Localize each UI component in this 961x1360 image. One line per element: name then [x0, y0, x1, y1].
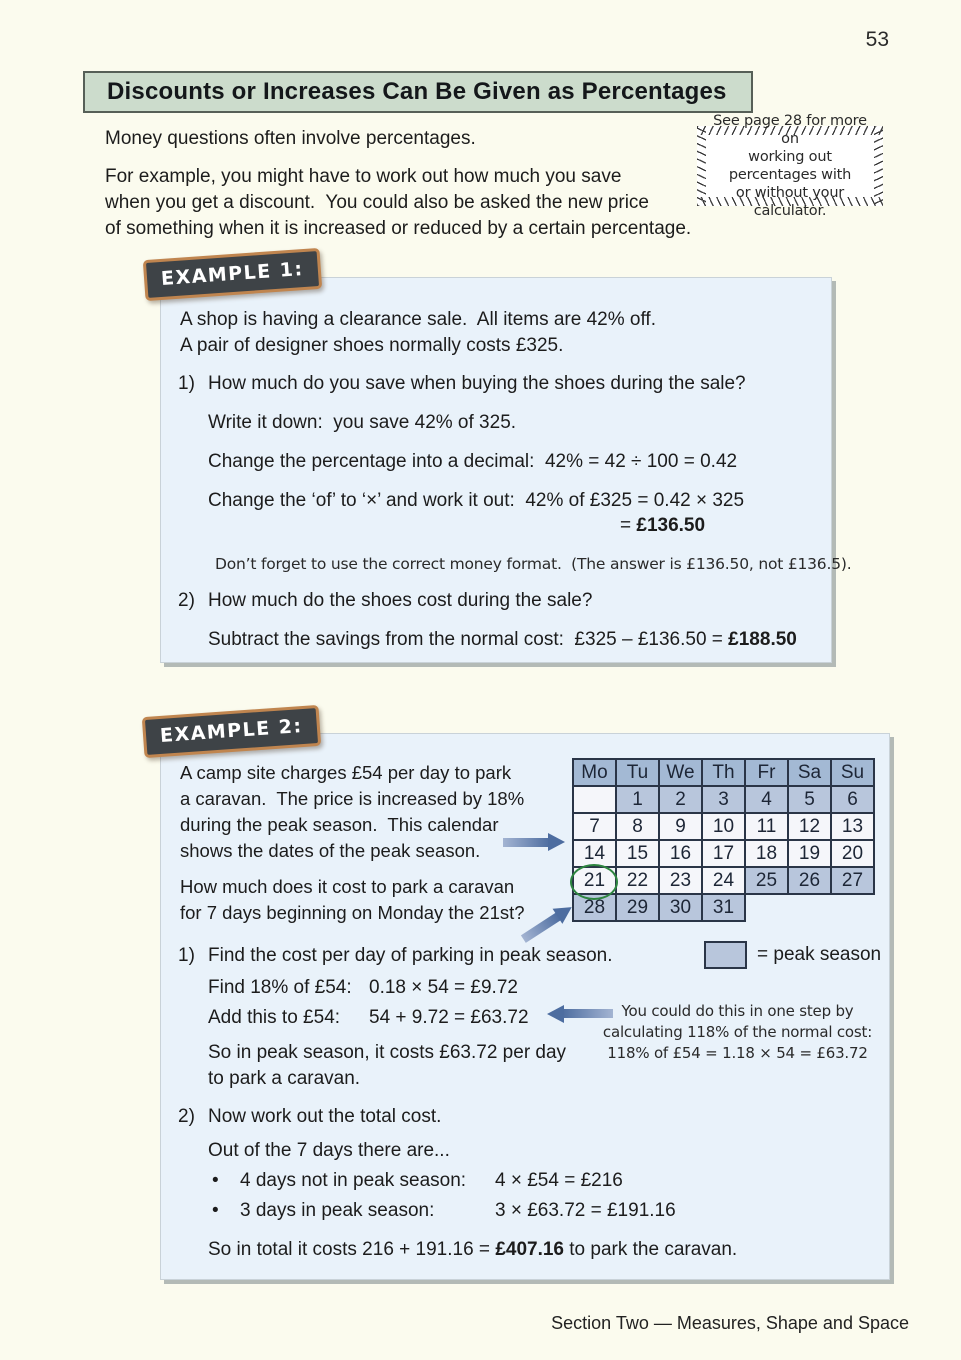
calendar-day-cell: [572, 785, 617, 814]
calendar-day-cell: 20: [830, 839, 875, 868]
example1-subtract: [208, 627, 797, 652]
calendar-header-cell: Fr: [744, 758, 789, 787]
calendar-header-cell: Mo: [572, 758, 617, 787]
example2-s1-conclusion: to park a caravan.: [208, 1068, 361, 1089]
example2-s1-line2-label: Add this to £54:: [208, 1007, 341, 1028]
calendar-day-cell: 15: [615, 839, 660, 868]
arrow-head: [548, 833, 565, 851]
calendar-day-cell: 26: [787, 866, 832, 895]
calendar-day-cell: 24: [701, 866, 746, 895]
arrow-shaft: [562, 1009, 613, 1018]
calendar-day-cell: 1: [615, 785, 660, 814]
side-note-box: [697, 113, 883, 219]
example2-question: How much does it cost to park a caravan: [180, 876, 515, 897]
calendar-day-cell: 25: [744, 866, 789, 895]
example1-result: [620, 513, 705, 538]
example2-question: for 7 days beginning on Monday the 21st?: [180, 902, 525, 923]
calendar-header-cell: We: [658, 758, 703, 787]
calendar-day-cell: 19: [787, 839, 832, 868]
example2-setup: a caravan. The price is increased by 18%: [180, 788, 525, 809]
calendar-day-cell: 29: [615, 893, 660, 922]
calendar-day-cell: 7: [572, 812, 617, 841]
calendar-day-cell: 17: [701, 839, 746, 868]
example2-setup: shows the dates of the peak season.: [180, 840, 481, 861]
example1-q1: How much do you save when buying the shoes during the sale?: [208, 373, 746, 394]
section-footer: Section Two — Measures, Shape and Space: [551, 1313, 909, 1333]
peak-season-legend-label: = peak season: [757, 944, 882, 965]
one-step-note-line: calculating 118% of the normal cost:: [602, 1023, 873, 1041]
example2-s2-title: Now work out the total cost.: [208, 1106, 442, 1127]
example2-s1-conclusion: So in peak season, it costs £63.72 per day: [208, 1042, 567, 1063]
calendar-header-cell: Tu: [615, 758, 660, 787]
calendar-day-cell: 30: [658, 893, 703, 922]
bullet2-calc: 3 × £63.72 = £191.16: [495, 1200, 676, 1221]
calendar-day-cell: 27: [830, 866, 875, 895]
calendar-header-cell: Sa: [787, 758, 832, 787]
calendar-header-cell: Th: [701, 758, 746, 787]
page-title: Discounts or Increases Can Be Given as Percentages: [83, 71, 753, 113]
example1-label: EXAMPLE 1:: [143, 248, 322, 301]
arrow-left-icon: [547, 1004, 613, 1023]
example1-q2-number: 2): [178, 590, 195, 611]
calendar-day-cell: 11: [744, 812, 789, 841]
example1-step: Change the ‘of’ to ‘×’ and work it out: 42% of £325 = 0.42 × 325: [208, 490, 745, 511]
bullet-icon: •: [212, 1170, 219, 1191]
side-note-line: See page 28 for more on: [713, 113, 867, 147]
one-step-note-line: You could do this in one step by: [621, 1002, 854, 1020]
calendar-day-cell: 8: [615, 812, 660, 841]
example1-step: Change the percentage into a decimal: 42% = 42 ÷ 100 = 0.42: [208, 451, 738, 472]
one-step-note: [595, 1001, 880, 1064]
calendar-day-cell: 23: [658, 866, 703, 895]
calendar-day-cell: 22: [615, 866, 660, 895]
example2-final-answer: £407.16: [495, 1239, 564, 1260]
example2-s2-number: 2): [178, 1106, 195, 1127]
calendar-day-cell: 6: [830, 785, 875, 814]
page-number: 53: [865, 28, 889, 51]
example2-s2-intro: Out of the 7 days there are...: [208, 1140, 450, 1161]
calendar-day-cell: 3: [701, 785, 746, 814]
example2-total-text: So in total it costs 216 + 191.16 =: [208, 1239, 496, 1260]
peak-season-legend-swatch: [704, 941, 747, 969]
example2-setup: A camp site charges £54 per day to park: [180, 762, 512, 783]
example2-s1-title: Find the cost per day of parking in peak season.: [208, 945, 613, 966]
one-step-note-line: 118% of £54 = 1.18 × 54 = £63.72: [607, 1044, 868, 1062]
example1-q2: How much do the shoes cost during the sale?: [208, 590, 593, 611]
calendar-day-cell: 28: [572, 893, 617, 922]
side-note-line: working out percentages with: [728, 149, 852, 183]
example1-setup: A pair of designer shoes normally costs £325.: [180, 335, 564, 356]
calendar-day-cell: 14: [572, 839, 617, 868]
example1-money-note: Don’t forget to use the correct money format. (The answer is £136.50, not £136.5).: [215, 555, 852, 573]
bullet1-label: 4 days not in peak season:: [240, 1170, 467, 1191]
intro-line: For example, you might have to work out how much you save: [105, 166, 622, 187]
bullet2-label: 3 days in peak season:: [240, 1200, 435, 1221]
example1-step: Write it down: you save 42% of 325.: [208, 412, 517, 433]
example1-subtract-text: Subtract the savings from the normal cost: £325 – £136.50 =: [208, 629, 729, 650]
calendar-day-cell: 4: [744, 785, 789, 814]
example2-s1-line2-calc: 54 + 9.72 = £63.72: [369, 1007, 529, 1028]
calendar-day-cell: 10: [701, 812, 746, 841]
example1-final-answer: £188.50: [728, 629, 797, 650]
calendar-day-cell: 5: [787, 785, 832, 814]
calendar-day-cell: 13: [830, 812, 875, 841]
calendar-day-cell: 18: [744, 839, 789, 868]
side-note-line: or without your calculator.: [735, 185, 845, 219]
intro-line: when you get a discount. You could also be asked the new price: [105, 192, 649, 213]
bullet1-calc: 4 × £54 = £216: [495, 1170, 623, 1191]
calendar-day-cell: 12: [787, 812, 832, 841]
arrow-head: [547, 1005, 564, 1023]
calendar-day-cell: 9: [658, 812, 703, 841]
side-note-text: [706, 113, 874, 219]
example2-label: EXAMPLE 2:: [142, 705, 321, 758]
example2-s1-line1-calc: 0.18 × 54 = £9.72: [369, 977, 518, 998]
calendar-day-cell: 21: [572, 866, 617, 895]
calendar-day-cell: 31: [701, 893, 746, 922]
example1-result-value: £136.50: [636, 515, 706, 536]
peak-season-calendar: [572, 760, 875, 922]
arrow-shaft: [503, 838, 550, 847]
example2-total-suffix: to park the caravan.: [564, 1239, 738, 1260]
circled-day-marker: [570, 864, 618, 900]
intro-line: Money questions often involve percentages.: [105, 128, 476, 149]
bullet-icon: •: [212, 1200, 219, 1221]
calendar-day-cell: 16: [658, 839, 703, 868]
example2-s1-line1-label: Find 18% of £54:: [208, 977, 352, 998]
example1-q1-number: 1): [178, 373, 195, 394]
equals-sign: =: [620, 515, 637, 536]
calendar-day-cell: 2: [658, 785, 703, 814]
example1-setup: A shop is having a clearance sale. All items are 42% off.: [180, 309, 656, 330]
example2-total: [208, 1237, 737, 1262]
arrow-right-icon: [503, 833, 565, 852]
calendar-header-cell: Su: [830, 758, 875, 787]
example2-s1-number: 1): [178, 945, 195, 966]
example2-setup: during the peak season. This calendar: [180, 814, 499, 835]
intro-line: of something when it is increased or reduced by a certain percentage.: [105, 218, 692, 239]
